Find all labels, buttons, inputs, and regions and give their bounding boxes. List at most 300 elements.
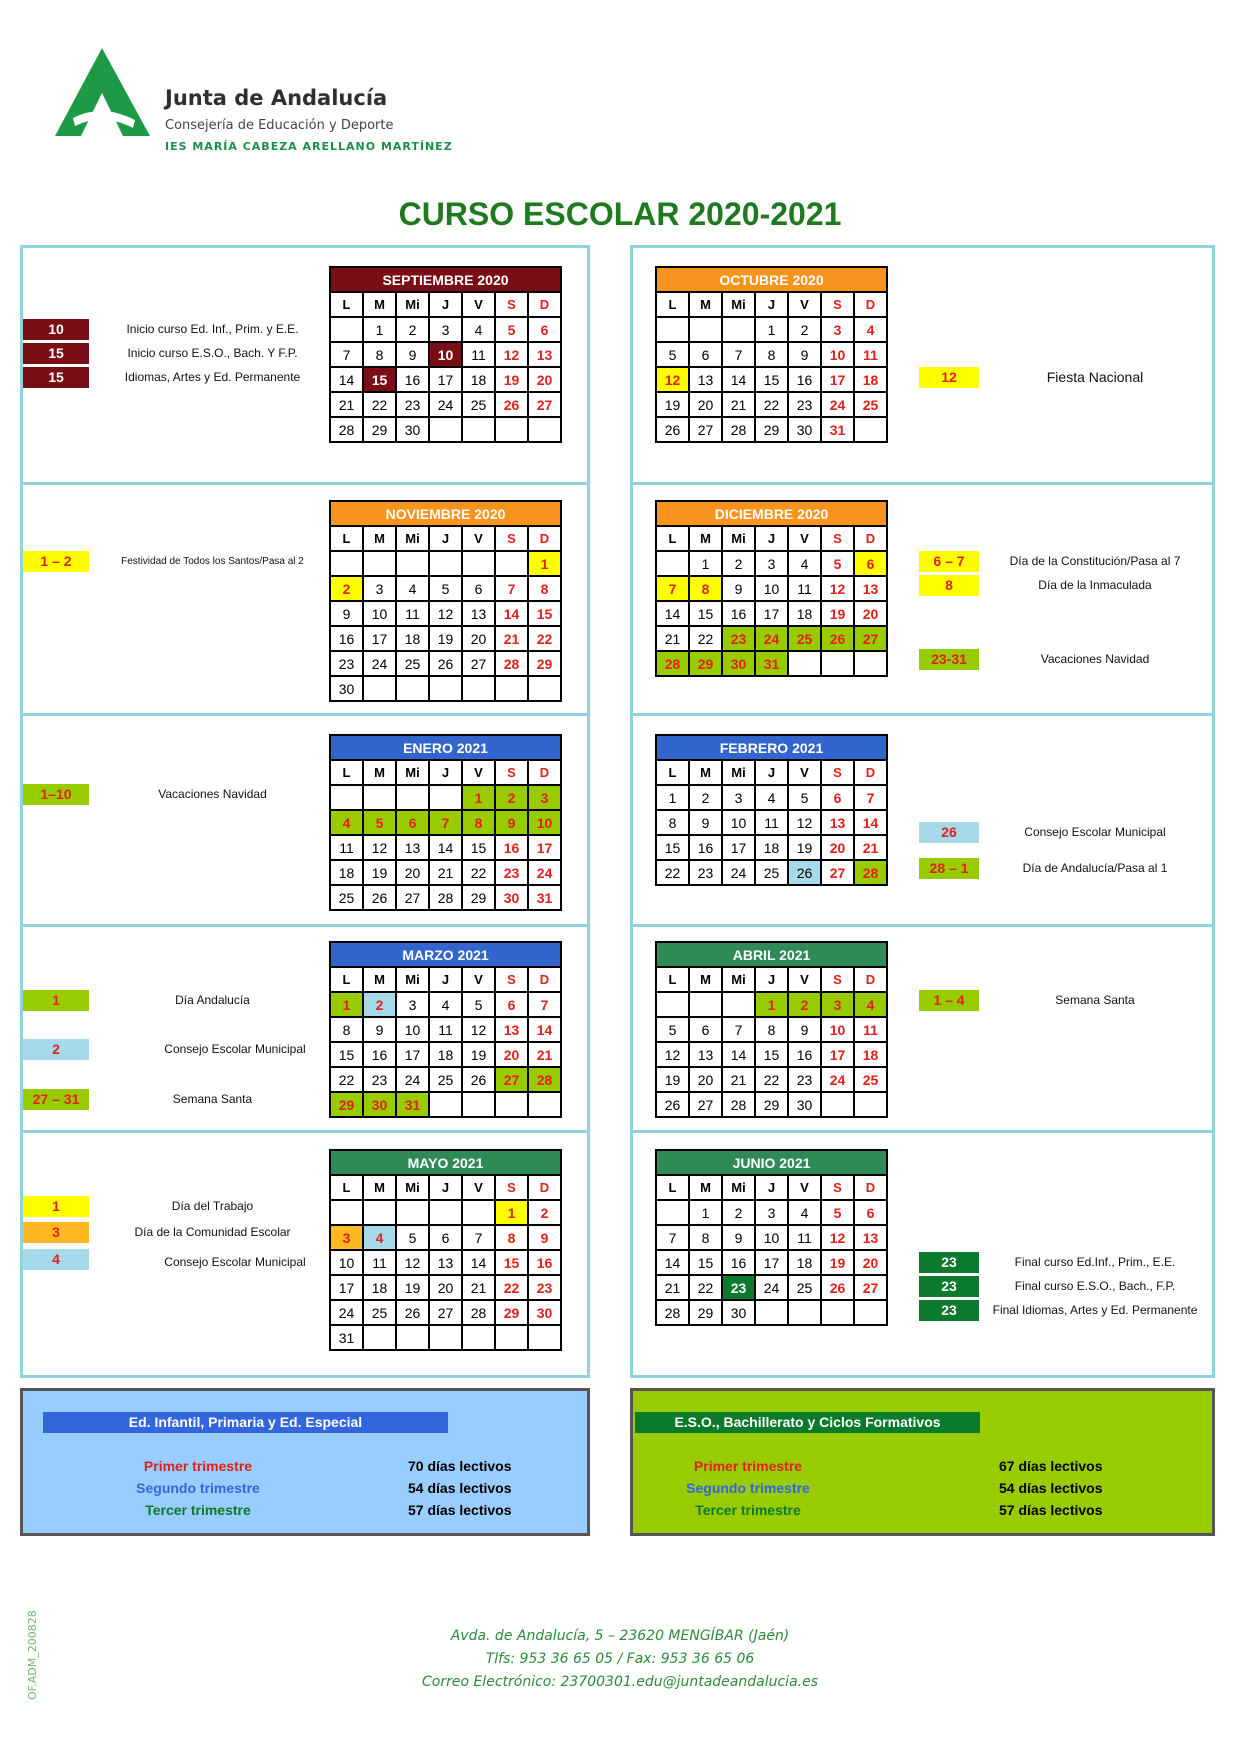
day-cell: 29: [528, 651, 561, 676]
legend-code: 6 – 7: [919, 551, 979, 572]
day-cell: 2: [396, 317, 429, 342]
day-cell: 26: [821, 1275, 854, 1300]
weekday: L: [330, 526, 363, 551]
day-cell: [462, 1200, 495, 1225]
day-cell: 26: [656, 1092, 689, 1117]
day-cell: [429, 1200, 462, 1225]
day-cell: [462, 676, 495, 701]
weekday: V: [788, 967, 821, 992]
calendar-december: [655, 500, 888, 677]
day-cell: 13: [396, 835, 429, 860]
weekday: D: [854, 292, 887, 317]
day-cell: [656, 992, 689, 1017]
day-cell: 16: [788, 367, 821, 392]
footer-phones: Tlfs: 953 36 65 05 / Fax: 953 36 65 06: [485, 1651, 755, 1667]
day-cell: 6: [495, 992, 528, 1017]
day-cell: [495, 1325, 528, 1350]
day-cell: 25: [330, 885, 363, 910]
legend-code: 23: [919, 1252, 979, 1273]
legend-text: Día de la Inmaculada: [1038, 578, 1152, 592]
day-cell: 10: [363, 601, 396, 626]
day-cell: 27: [689, 417, 722, 442]
day-cell: 23: [528, 1275, 561, 1300]
day-cell: 27: [854, 626, 887, 651]
weekday: S: [495, 292, 528, 317]
day-cell: [363, 676, 396, 701]
day-cell: 22: [495, 1275, 528, 1300]
weekday: J: [755, 1175, 788, 1200]
day-cell: 24: [429, 392, 462, 417]
legend-text: Día de la Comunidad Escolar: [134, 1225, 291, 1239]
legend-code: 1 – 4: [919, 990, 979, 1011]
day-cell: 13: [429, 1250, 462, 1275]
day-cell: 3: [755, 551, 788, 576]
day-cell: [689, 992, 722, 1017]
day-cell: 20: [462, 626, 495, 651]
weekday: M: [689, 292, 722, 317]
day-cell: 22: [689, 626, 722, 651]
day-cell: 13: [821, 810, 854, 835]
day-cell: [429, 417, 462, 442]
day-cell: 6: [462, 576, 495, 601]
day-cell: 27: [462, 651, 495, 676]
day-cell: 31: [396, 1092, 429, 1117]
day-cell: 31: [821, 417, 854, 442]
calendar-may: [329, 1149, 562, 1351]
day-cell: 8: [755, 1017, 788, 1042]
month-title: DICIEMBRE 2020: [656, 501, 887, 526]
day-cell: 30: [528, 1300, 561, 1325]
day-cell: 8: [462, 810, 495, 835]
day-cell: 13: [462, 601, 495, 626]
day-cell: 30: [396, 417, 429, 442]
day-cell: 18: [429, 1042, 462, 1067]
day-cell: 8: [755, 342, 788, 367]
legend-text: Final Idiomas, Artes y Ed. Permanente: [992, 1303, 1198, 1317]
day-cell: 25: [755, 860, 788, 885]
day-cell: 2: [722, 1200, 755, 1225]
legend-text: Final curso Ed.Inf., Prim., E.E.: [1014, 1255, 1176, 1269]
day-cell: 25: [854, 1067, 887, 1092]
day-cell: 16: [396, 367, 429, 392]
day-cell: 13: [854, 576, 887, 601]
month-title: MAYO 2021: [330, 1150, 561, 1175]
day-cell: 3: [722, 785, 755, 810]
legend-code: 10: [23, 319, 89, 340]
day-cell: 5: [363, 810, 396, 835]
day-cell: 20: [528, 367, 561, 392]
day-cell: 1: [363, 317, 396, 342]
day-cell: 17: [429, 367, 462, 392]
day-cell: 8: [689, 576, 722, 601]
weekday: D: [528, 526, 561, 551]
day-cell: 12: [656, 367, 689, 392]
day-cell: 9: [528, 1225, 561, 1250]
day-cell: 17: [755, 601, 788, 626]
day-cell: 7: [656, 576, 689, 601]
day-cell: 29: [689, 651, 722, 676]
day-cell: 11: [396, 601, 429, 626]
day-cell: 25: [429, 1067, 462, 1092]
month-title: ABRIL 2021: [656, 942, 887, 967]
legend-text: Inicio curso Ed. Inf., Prim. y E.E.: [126, 322, 299, 336]
day-cell: 27: [854, 1275, 887, 1300]
weekday: M: [689, 1175, 722, 1200]
day-cell: 1: [755, 317, 788, 342]
weekday: S: [821, 1175, 854, 1200]
weekday: S: [495, 526, 528, 551]
day-cell: [396, 1200, 429, 1225]
day-cell: 3: [821, 992, 854, 1017]
day-cell: 21: [528, 1042, 561, 1067]
day-cell: 28: [722, 417, 755, 442]
legend-code: 1–10: [23, 784, 89, 805]
day-cell: 30: [495, 885, 528, 910]
day-cell: 4: [788, 1200, 821, 1225]
day-cell: 27: [429, 1300, 462, 1325]
summary-value: 70 días lectivos: [408, 1458, 512, 1474]
day-cell: 27: [495, 1067, 528, 1092]
day-cell: 8: [528, 576, 561, 601]
day-cell: [821, 1092, 854, 1117]
day-cell: 23: [396, 392, 429, 417]
weekday: L: [330, 967, 363, 992]
day-cell: [396, 1325, 429, 1350]
day-cell: [854, 1092, 887, 1117]
summary-value: 54 días lectivos: [999, 1480, 1103, 1496]
day-cell: 6: [821, 785, 854, 810]
day-cell: 11: [788, 576, 821, 601]
weekday: M: [363, 1175, 396, 1200]
legend-code: 12: [919, 367, 979, 388]
day-cell: [656, 317, 689, 342]
weekday: Mi: [396, 760, 429, 785]
day-cell: 24: [396, 1067, 429, 1092]
weekday: D: [528, 760, 561, 785]
day-cell: 6: [396, 810, 429, 835]
day-cell: [656, 551, 689, 576]
legend-text: Fiesta Nacional: [1046, 369, 1144, 385]
legend-text: Día de Andalucía/Pasa al 1: [1022, 861, 1168, 875]
weekday: Mi: [722, 1175, 755, 1200]
weekday: S: [821, 967, 854, 992]
day-cell: 27: [396, 885, 429, 910]
summary-label: Tercer trimestre: [145, 1502, 251, 1518]
day-cell: 18: [396, 626, 429, 651]
weekday: S: [821, 526, 854, 551]
day-cell: 26: [495, 392, 528, 417]
day-cell: 1: [330, 992, 363, 1017]
day-cell: [429, 785, 462, 810]
day-cell: 17: [396, 1042, 429, 1067]
day-cell: 15: [755, 1042, 788, 1067]
day-cell: 18: [755, 835, 788, 860]
day-cell: 6: [854, 1200, 887, 1225]
day-cell: 23: [330, 651, 363, 676]
day-cell: 11: [462, 342, 495, 367]
weekday: M: [363, 967, 396, 992]
day-cell: 3: [396, 992, 429, 1017]
day-cell: 3: [429, 317, 462, 342]
day-cell: 28: [495, 651, 528, 676]
legend-text: Vacaciones Navidad: [158, 787, 267, 801]
day-cell: 4: [396, 576, 429, 601]
calendar-june: [655, 1149, 888, 1326]
day-cell: 21: [495, 626, 528, 651]
day-cell: 23: [788, 392, 821, 417]
weekday: V: [788, 292, 821, 317]
day-cell: 20: [854, 601, 887, 626]
legend-text: Día de la Constitución/Pasa al 7: [1009, 554, 1181, 568]
day-cell: 1: [755, 992, 788, 1017]
day-cell: [528, 1092, 561, 1117]
day-cell: 30: [722, 651, 755, 676]
day-cell: 22: [462, 860, 495, 885]
day-cell: [363, 785, 396, 810]
day-cell: 6: [689, 1017, 722, 1042]
day-cell: [495, 1092, 528, 1117]
day-cell: 15: [755, 367, 788, 392]
day-cell: [854, 1300, 887, 1325]
day-cell: 9: [363, 1017, 396, 1042]
day-cell: 2: [363, 992, 396, 1017]
day-cell: 14: [429, 835, 462, 860]
day-cell: 18: [330, 860, 363, 885]
day-cell: 26: [396, 1300, 429, 1325]
day-cell: 4: [363, 1225, 396, 1250]
day-cell: 15: [528, 601, 561, 626]
day-cell: [363, 1325, 396, 1350]
day-cell: [495, 676, 528, 701]
legend-code: 23: [919, 1300, 979, 1321]
day-cell: 28: [528, 1067, 561, 1092]
day-cell: 28: [854, 860, 887, 885]
day-cell: 26: [821, 626, 854, 651]
day-cell: [330, 1200, 363, 1225]
day-cell: 25: [462, 392, 495, 417]
day-cell: 20: [495, 1042, 528, 1067]
weekday: D: [528, 967, 561, 992]
day-cell: [429, 551, 462, 576]
day-cell: [363, 1200, 396, 1225]
day-cell: 24: [528, 860, 561, 885]
day-cell: 6: [528, 317, 561, 342]
month-title: FEBRERO 2021: [656, 735, 887, 760]
legend-code: 8: [919, 575, 979, 596]
day-cell: 25: [788, 626, 821, 651]
day-cell: [330, 785, 363, 810]
day-cell: [854, 651, 887, 676]
weekday: J: [755, 760, 788, 785]
weekday: D: [854, 526, 887, 551]
day-cell: 20: [396, 860, 429, 885]
day-cell: 16: [330, 626, 363, 651]
day-cell: 13: [528, 342, 561, 367]
summary-label: Segundo trimestre: [686, 1480, 810, 1496]
day-cell: 23: [363, 1067, 396, 1092]
month-title: JUNIO 2021: [656, 1150, 887, 1175]
day-cell: 18: [854, 367, 887, 392]
day-cell: 17: [528, 835, 561, 860]
day-cell: 6: [689, 342, 722, 367]
day-cell: 5: [495, 317, 528, 342]
day-cell: 7: [528, 992, 561, 1017]
day-cell: 13: [854, 1225, 887, 1250]
legend-text: Día Andalucía: [175, 993, 250, 1007]
day-cell: 2: [722, 551, 755, 576]
day-cell: 10: [755, 1225, 788, 1250]
day-cell: 28: [656, 1300, 689, 1325]
day-cell: [689, 317, 722, 342]
day-cell: 28: [656, 651, 689, 676]
day-cell: 14: [462, 1250, 495, 1275]
doc-code: OF.ADM_200828: [26, 1610, 39, 1700]
day-cell: 26: [429, 651, 462, 676]
day-cell: 21: [429, 860, 462, 885]
day-cell: 26: [363, 885, 396, 910]
school-name: IES MARÍA CABEZA ARELLANO MARTÍNEZ: [165, 140, 453, 153]
day-cell: 2: [689, 785, 722, 810]
day-cell: [528, 1325, 561, 1350]
day-cell: [462, 1325, 495, 1350]
calendar-september: [329, 266, 562, 443]
day-cell: 4: [330, 810, 363, 835]
weekday: Mi: [396, 1175, 429, 1200]
weekday: L: [656, 1175, 689, 1200]
day-cell: 17: [330, 1275, 363, 1300]
day-cell: [396, 676, 429, 701]
day-cell: 16: [528, 1250, 561, 1275]
day-cell: 5: [788, 785, 821, 810]
day-cell: 7: [722, 342, 755, 367]
day-cell: 7: [495, 576, 528, 601]
day-cell: 13: [689, 367, 722, 392]
weekday: V: [462, 292, 495, 317]
day-cell: 16: [689, 835, 722, 860]
weekday: D: [854, 1175, 887, 1200]
summary-eso: [630, 1388, 1215, 1536]
day-cell: 7: [854, 785, 887, 810]
day-cell: 22: [363, 392, 396, 417]
day-cell: 14: [528, 1017, 561, 1042]
day-cell: 12: [462, 1017, 495, 1042]
day-cell: [821, 651, 854, 676]
day-cell: 7: [330, 342, 363, 367]
day-cell: 9: [495, 810, 528, 835]
day-cell: 7: [656, 1225, 689, 1250]
day-cell: 9: [330, 601, 363, 626]
day-cell: 22: [330, 1067, 363, 1092]
day-cell: 1: [495, 1200, 528, 1225]
weekday: J: [429, 292, 462, 317]
weekday: M: [689, 526, 722, 551]
legend-code: 26: [919, 822, 979, 843]
day-cell: 26: [788, 860, 821, 885]
day-cell: 21: [722, 1067, 755, 1092]
day-cell: 9: [722, 576, 755, 601]
day-cell: 16: [363, 1042, 396, 1067]
day-cell: 9: [689, 810, 722, 835]
day-cell: 2: [788, 317, 821, 342]
summary-title: Ed. Infantil, Primaria y Ed. Especial: [43, 1412, 448, 1433]
day-cell: [330, 317, 363, 342]
day-cell: 27: [528, 392, 561, 417]
day-cell: 30: [788, 1092, 821, 1117]
day-cell: [722, 992, 755, 1017]
day-cell: 3: [755, 1200, 788, 1225]
day-cell: 20: [689, 392, 722, 417]
weekday: M: [689, 760, 722, 785]
day-cell: 19: [429, 626, 462, 651]
weekday: L: [330, 760, 363, 785]
day-cell: 21: [330, 392, 363, 417]
day-cell: 12: [821, 576, 854, 601]
month-title: MARZO 2021: [330, 942, 561, 967]
summary-infantil: [20, 1388, 590, 1536]
legend-text: Día del Trabajo: [171, 1199, 254, 1213]
summary-value: 67 días lectivos: [999, 1458, 1103, 1474]
day-cell: 5: [462, 992, 495, 1017]
day-cell: 21: [722, 392, 755, 417]
day-cell: 1: [528, 551, 561, 576]
month-title: OCTUBRE 2020: [656, 267, 887, 292]
day-cell: 29: [755, 1092, 788, 1117]
weekday: M: [363, 292, 396, 317]
summary-value: 54 días lectivos: [408, 1480, 512, 1496]
weekday: V: [788, 1175, 821, 1200]
day-cell: [462, 417, 495, 442]
weekday: Mi: [722, 526, 755, 551]
day-cell: 3: [528, 785, 561, 810]
weekday: V: [462, 1175, 495, 1200]
weekday: V: [788, 526, 821, 551]
day-cell: [429, 1325, 462, 1350]
day-cell: 12: [429, 601, 462, 626]
day-cell: 8: [656, 810, 689, 835]
legend-code: 4: [23, 1249, 89, 1270]
weekday: J: [429, 760, 462, 785]
day-cell: 15: [462, 835, 495, 860]
day-cell: 8: [495, 1225, 528, 1250]
weekday: Mi: [722, 292, 755, 317]
day-cell: 19: [462, 1042, 495, 1067]
day-cell: 15: [689, 601, 722, 626]
day-cell: 27: [821, 860, 854, 885]
day-cell: 20: [689, 1067, 722, 1092]
day-cell: 17: [363, 626, 396, 651]
day-cell: 9: [396, 342, 429, 367]
day-cell: 19: [656, 392, 689, 417]
day-cell: 15: [495, 1250, 528, 1275]
day-cell: 12: [656, 1042, 689, 1067]
legend-code: 23: [919, 1276, 979, 1297]
weekday: L: [656, 967, 689, 992]
day-cell: 9: [788, 342, 821, 367]
day-cell: 2: [788, 992, 821, 1017]
day-cell: 18: [788, 601, 821, 626]
day-cell: 16: [722, 601, 755, 626]
legend-code: 2: [23, 1039, 89, 1060]
day-cell: 30: [330, 676, 363, 701]
day-cell: 14: [330, 367, 363, 392]
day-cell: 29: [330, 1092, 363, 1117]
day-cell: 22: [528, 626, 561, 651]
weekday: D: [528, 292, 561, 317]
day-cell: 11: [788, 1225, 821, 1250]
weekday: J: [755, 292, 788, 317]
day-cell: 2: [495, 785, 528, 810]
day-cell: 20: [854, 1250, 887, 1275]
